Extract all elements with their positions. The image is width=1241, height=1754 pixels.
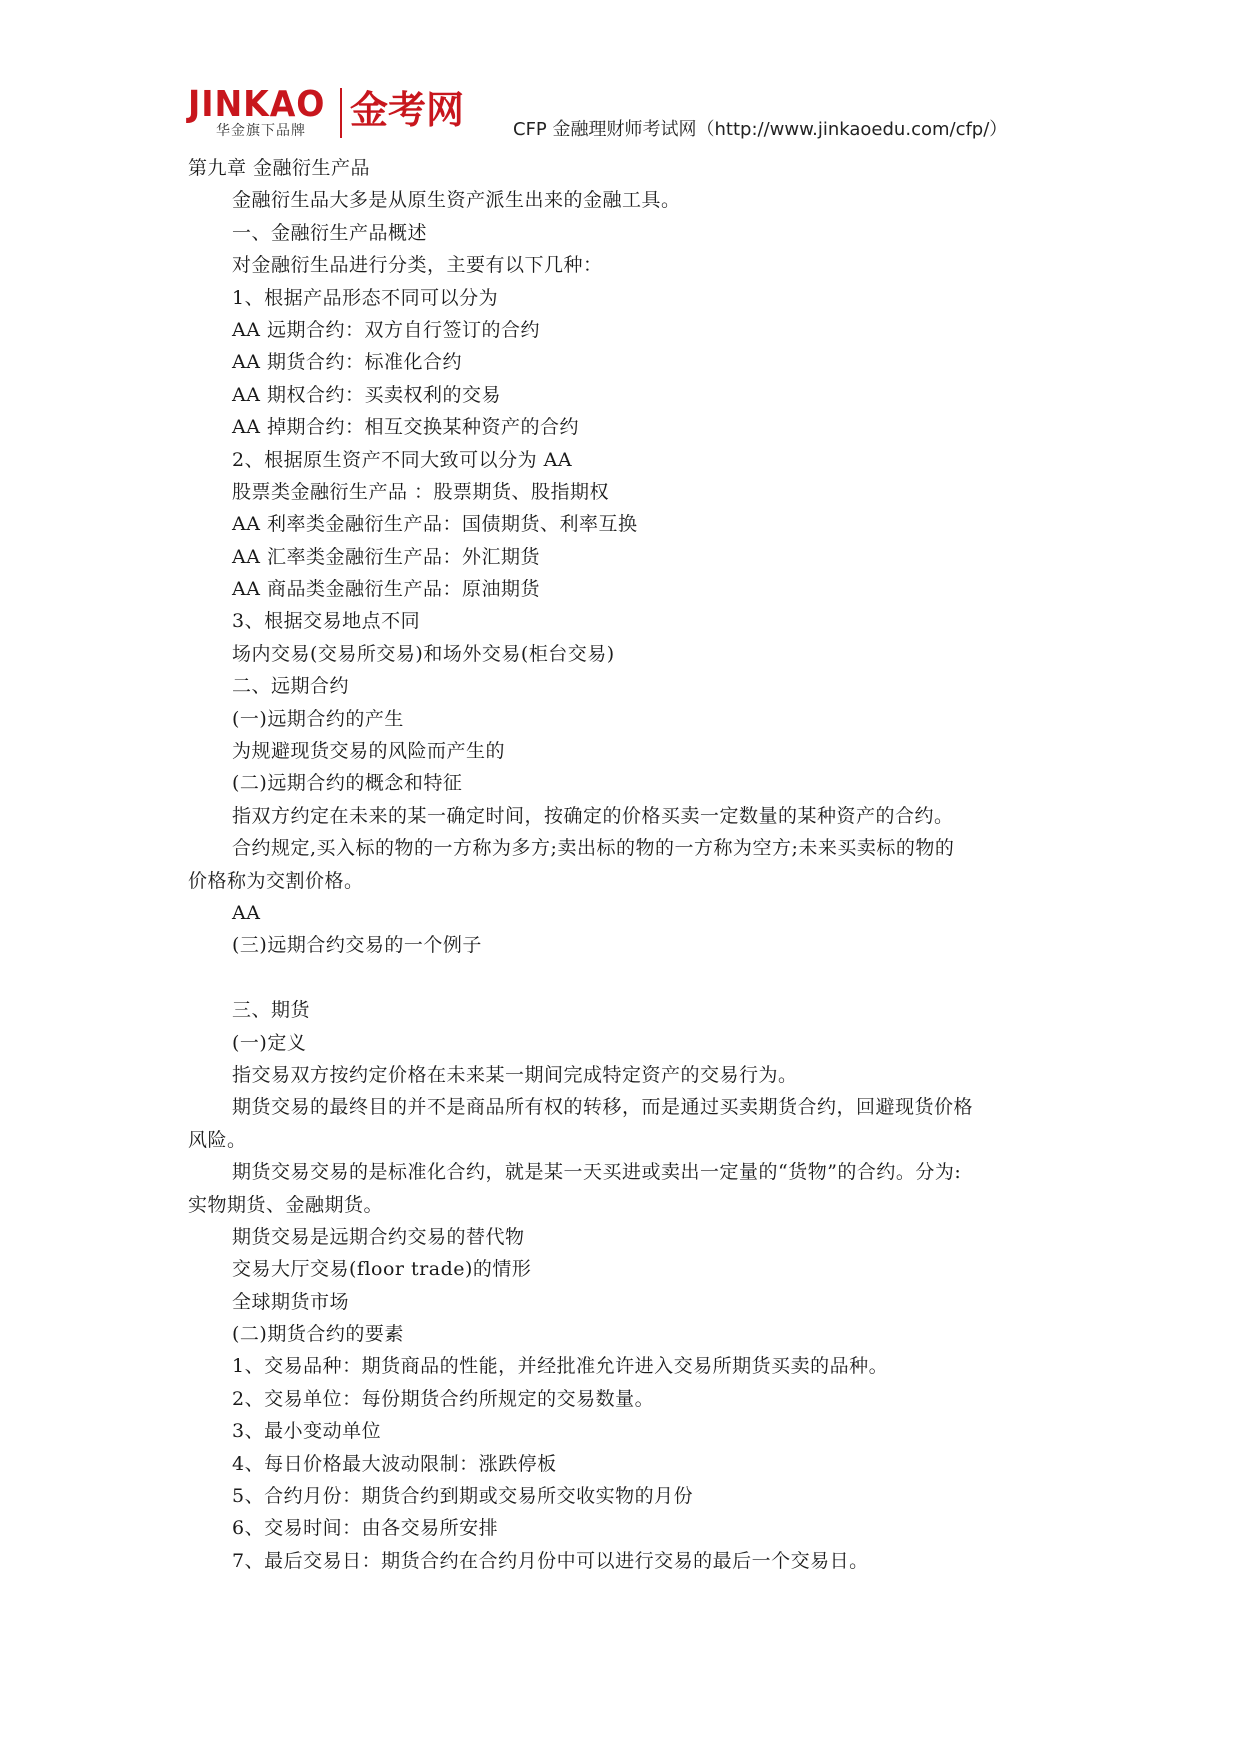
list-item: 6、交易时间：由各交易所安排 bbox=[232, 1517, 499, 1540]
subsection-heading: (一)远期合约的产生 bbox=[232, 707, 404, 730]
list-item: 2、根据原生资产不同大致可以分为 AA bbox=[232, 448, 573, 471]
paragraph: 指双方约定在未来的某一确定时间，按确定的价格买卖一定数量的某种资产的合约。 bbox=[232, 804, 954, 827]
paragraph: 期货交易的最终目的并不是商品所有权的转移，而是通过买卖期货合约，回避现货价格 bbox=[232, 1096, 974, 1119]
list-item: 1、交易品种：期货商品的性能，并经批准允许进入交易所期货买卖的品种。 bbox=[232, 1355, 889, 1378]
logo-tagline: 华金旗下品牌 bbox=[216, 123, 306, 139]
list-item: 5、合约月份：期货合约到期或交易所交收实物的月份 bbox=[232, 1485, 694, 1508]
chapter-title: 第九章 金融衍生产品 bbox=[188, 157, 371, 179]
section-heading: 二、远期合约 bbox=[232, 675, 350, 698]
list-item: 3、根据交易地点不同 bbox=[232, 610, 421, 633]
logo-divider bbox=[340, 88, 342, 138]
list-item: AA 利率类金融衍生产品：国债期货、利率互换 bbox=[232, 513, 638, 536]
list-item: 2、交易单位：每份期货合约所规定的交易数量。 bbox=[232, 1387, 655, 1410]
section-heading: 三、期货 bbox=[232, 999, 311, 1022]
subsection-heading: (三)远期合约交易的一个例子 bbox=[232, 934, 482, 957]
paragraph-continuation: 价格称为交割价格。 bbox=[188, 869, 364, 892]
blank-line bbox=[188, 962, 1068, 994]
paragraph-continuation: 风险。 bbox=[188, 1128, 247, 1151]
paragraph: 合约规定,买入标的物的一方称为多方;卖出标的物的一方称为空方;未来买卖标的物的 bbox=[232, 837, 955, 860]
list-item: 股票类金融衍生产品 ：股票期货、股指期权 bbox=[232, 480, 610, 503]
list-item: AA 期权合约：买卖权利的交易 bbox=[232, 383, 501, 406]
paragraph: 交易大厅交易(floor trade)的情形 bbox=[232, 1258, 532, 1281]
list-item: 3、最小变动单位 bbox=[232, 1420, 382, 1443]
paragraph: 指交易双方按约定价格在未来某一期间完成特定资产的交易行为。 bbox=[232, 1063, 798, 1086]
paragraph-continuation: 实物期货、金融期货。 bbox=[188, 1193, 384, 1216]
paragraph: 期货交易交易的是标准化合约，就是某一天买进或卖出一定量的“货物”的合约。分为: bbox=[232, 1161, 962, 1184]
list-item: AA 汇率类金融衍生产品：外汇期货 bbox=[232, 545, 540, 568]
paragraph: 金融衍生品大多是从原生资产派生出来的金融工具。 bbox=[232, 189, 681, 212]
jinkao-logo[interactable] bbox=[188, 86, 488, 142]
list-item: 1、根据产品形态不同可以分为 bbox=[232, 286, 499, 309]
document-body bbox=[188, 152, 1068, 1577]
subsection-heading: (二)期货合约的要素 bbox=[232, 1323, 404, 1346]
subsection-heading: (二)远期合约的概念和特征 bbox=[232, 772, 463, 795]
paragraph: 场内交易(交易所交易)和场外交易(柜台交易) bbox=[232, 642, 615, 665]
paragraph: AA bbox=[232, 901, 261, 924]
list-item: AA 商品类金融衍生产品：原油期货 bbox=[232, 578, 540, 601]
list-item: AA 远期合约：双方自行签订的合约 bbox=[232, 318, 540, 341]
page-header bbox=[188, 86, 1068, 142]
paragraph: 期货交易是远期合约交易的替代物 bbox=[232, 1225, 525, 1248]
list-item: 4、每日价格最大波动限制：涨跌停板 bbox=[232, 1452, 557, 1475]
logo-latin-text: JINKAO bbox=[188, 84, 326, 125]
paragraph: 为规避现货交易的风险而产生的 bbox=[232, 740, 506, 763]
list-item: AA 期货合约：标准化合约 bbox=[232, 351, 462, 374]
site-link[interactable]: CFP 金融理财师考试网（http://www.jinkaoedu.com/cfp/） bbox=[513, 119, 1008, 140]
list-item: AA 掉期合约：相互交换某种资产的合约 bbox=[232, 416, 579, 439]
list-item: 7、最后交易日：期货合约在合约月份中可以进行交易的最后一个交易日。 bbox=[232, 1549, 869, 1572]
subsection-heading: (一)定义 bbox=[232, 1031, 307, 1054]
section-heading: 一、金融衍生产品概述 bbox=[232, 221, 428, 244]
paragraph: 全球期货市场 bbox=[232, 1290, 350, 1313]
logo-chinese-text: 金考网 bbox=[350, 88, 465, 132]
paragraph: 对金融衍生品进行分类，主要有以下几种： bbox=[232, 254, 603, 277]
